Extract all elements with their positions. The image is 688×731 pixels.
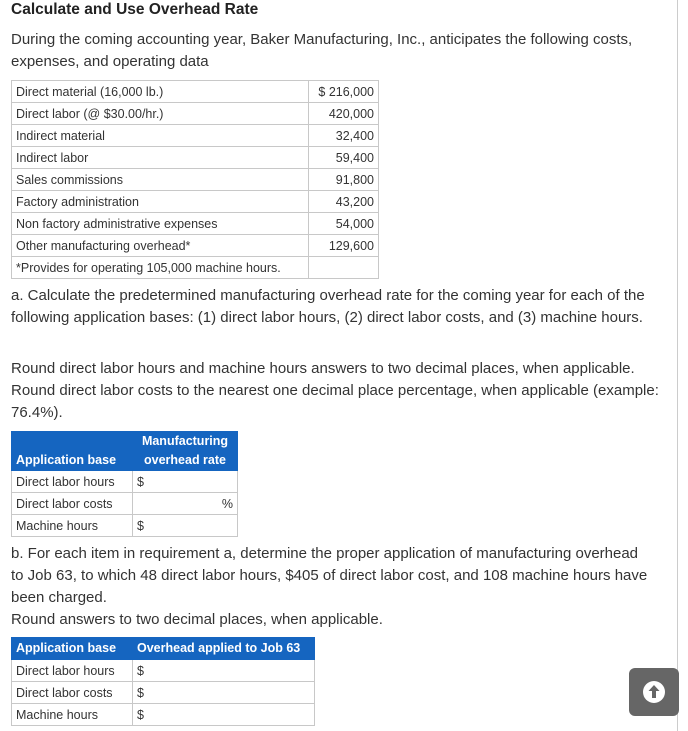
table-row: Non factory administrative expenses 54,000 [12,213,379,235]
part-a-table [11,431,238,537]
table-row: Sales commissions 91,800 [12,169,379,191]
answer-cell-job63-dl-costs[interactable]: $ [133,682,315,704]
table-row: Indirect labor 59,400 [12,147,379,169]
table-row: Direct labor (@ $30.00/hr.) 420,000 [12,103,379,125]
col-overhead-rate: Manufacturing overhead rate [133,432,238,471]
col-application-base: Application base [12,638,133,660]
col-application-base: Application base [12,432,133,471]
part-b-table [11,637,315,726]
part-b-rounding: Round answers to two decimal places, when applicable. [11,611,383,628]
table-row: Machine hours $ [12,704,315,726]
answer-cell-job63-machine-hours[interactable]: $ [133,704,315,726]
table-row: Other manufacturing overhead* 129,600 [12,235,379,257]
table-row: Factory administration 43,200 [12,191,379,213]
intro-text: During the coming accounting year, Baker Manufacturing, Inc., anticipates the following costs, expenses, and operating data [11,31,633,70]
col-overhead-applied: Overhead applied to Job 63 [133,638,315,660]
table-row: Direct labor hours $ [12,471,238,493]
page-divider [677,0,678,731]
arrow-up-circle-icon [642,680,666,704]
part-b-question: b. For each item in requirement a, determine the proper application of manufacturing overhead to Job 63, to which 48 direct labor hours, $405 of direct labor cost, and 108 machine hours have been charged. [11,545,648,606]
table-row: Direct labor costs $ [12,682,315,704]
table-row: Direct labor costs % [12,493,238,515]
page-title: Calculate and Use Overhead Rate [11,1,259,18]
table-row: *Provides for operating 105,000 machine hours. [12,257,379,279]
answer-cell-dl-hours[interactable]: $ [133,471,238,493]
scroll-to-top-button[interactable] [629,668,679,716]
table-row: Indirect material 32,400 [12,125,379,147]
part-a-rounding: Round direct labor hours and machine hours answers to two decimal places, when applicable. Round direct labor costs to the nearest one decimal place percentage, when applicable (example: 76.4%). [11,360,659,421]
table-row: Direct labor hours $ [12,660,315,682]
answer-cell-machine-hours[interactable]: $ [133,515,238,537]
cost-table [11,80,379,279]
answer-cell-job63-dl-hours[interactable]: $ [133,660,315,682]
table-row: Direct material (16,000 lb.) $ 216,000 [12,81,379,103]
table-row: Machine hours $ [12,515,238,537]
part-a-question: a. Calculate the predetermined manufacturing overhead rate for the coming year for each of the following application bases: (1) direct labor hours, (2) direct labor costs, and (3) machine hours. [11,287,645,326]
answer-cell-dl-costs[interactable]: % [133,493,238,515]
